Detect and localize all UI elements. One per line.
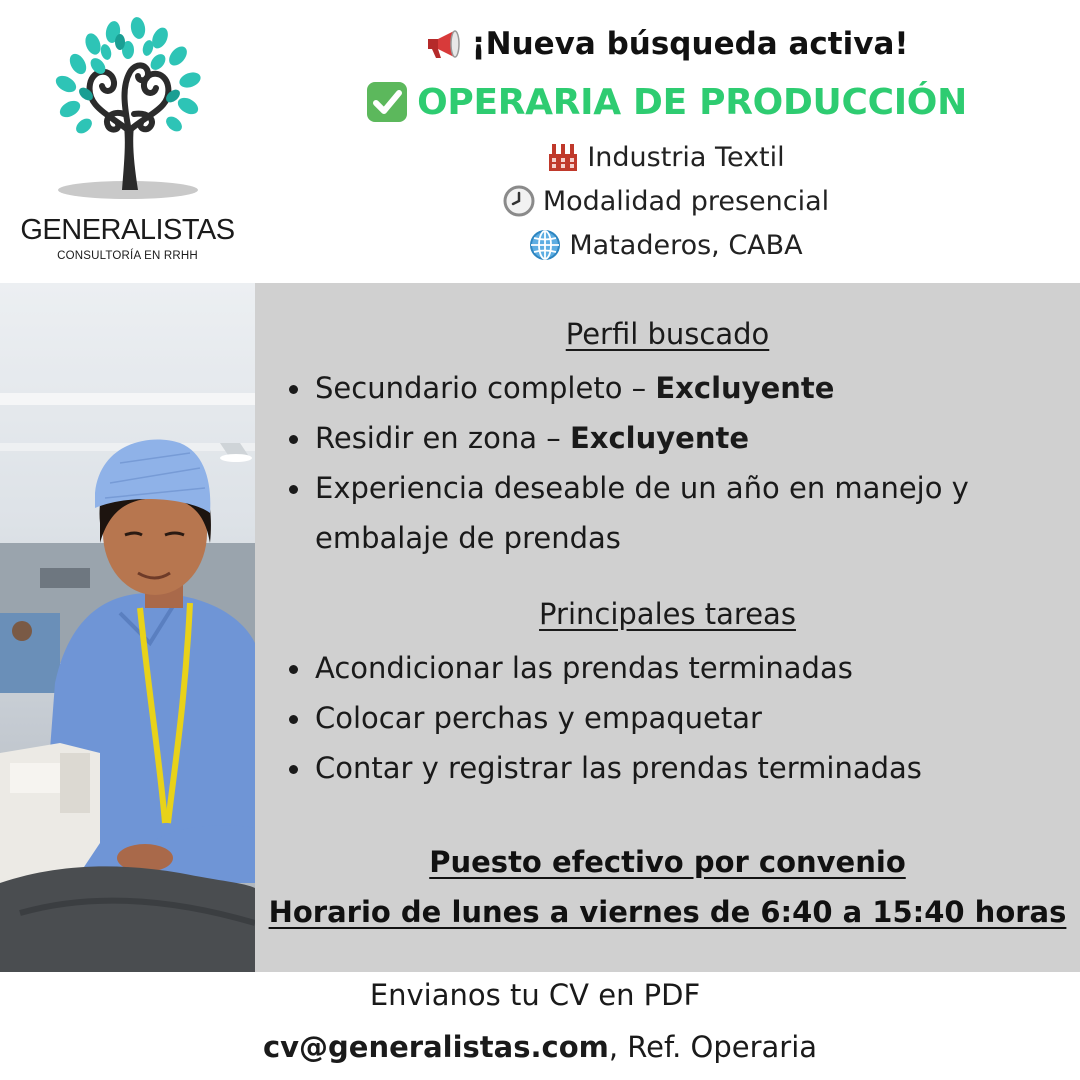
announcement-text: ¡Nueva búsqueda activa! xyxy=(471,26,909,62)
clock-icon xyxy=(503,185,535,217)
profile-item: Secundario completo – Excluyente xyxy=(285,363,1055,413)
profile-title: Perfil buscado xyxy=(565,317,770,351)
logo-name: GENERALISTAS xyxy=(20,214,235,246)
job-title: OPERARIA DE PRODUCCIÓN xyxy=(417,82,967,123)
schedule-note: Horario de lunes a viernes de 6:40 a 15:40 horas xyxy=(268,895,1067,929)
company-logo xyxy=(20,14,235,269)
profile-item: Residir en zona – Excluyente xyxy=(285,413,1055,463)
tasks-list xyxy=(285,643,1055,793)
worker-photo xyxy=(0,283,255,972)
task-item: Colocar perchas y empaquetar xyxy=(285,693,1055,743)
factory-icon xyxy=(547,142,579,172)
contact-email-link[interactable]: cv@generalistas.com xyxy=(262,1030,609,1064)
seamstress-illustration xyxy=(0,283,255,972)
globe-icon xyxy=(529,229,561,261)
job-header xyxy=(300,18,1032,268)
logo-tagline: CONSULTORÍA EN RRHH xyxy=(57,250,198,262)
megaphone-icon xyxy=(424,28,464,60)
tasks-title: Principales tareas xyxy=(539,597,796,631)
announcement-line xyxy=(300,18,1032,70)
check-box-icon xyxy=(365,80,409,124)
job-details-panel xyxy=(255,283,1080,972)
location-text: Mataderos, CABA xyxy=(569,230,803,261)
modality-text: Modalidad presencial xyxy=(542,186,830,217)
task-item: Acondicionar las prendas terminadas xyxy=(285,643,1055,693)
info-modality xyxy=(300,180,1032,224)
task-item: Contar y registrar las prendas terminadas xyxy=(285,743,1055,793)
profile-list xyxy=(285,363,1055,563)
industry-text: Industria Textil xyxy=(587,142,785,173)
reference-text: , Ref. Operaria xyxy=(608,1030,818,1064)
send-cv-text: Envianos tu CV en PDF xyxy=(369,978,701,1012)
info-location xyxy=(300,224,1032,268)
info-industry xyxy=(300,136,1032,180)
tree-logo-icon xyxy=(38,14,218,204)
contact-line xyxy=(0,1030,1080,1064)
profile-item: Experiencia deseable de un año en manejo y embalaje de prendas xyxy=(285,463,1055,563)
job-title-line xyxy=(300,70,1032,136)
contract-note: Puesto efectivo por convenio xyxy=(429,845,906,879)
